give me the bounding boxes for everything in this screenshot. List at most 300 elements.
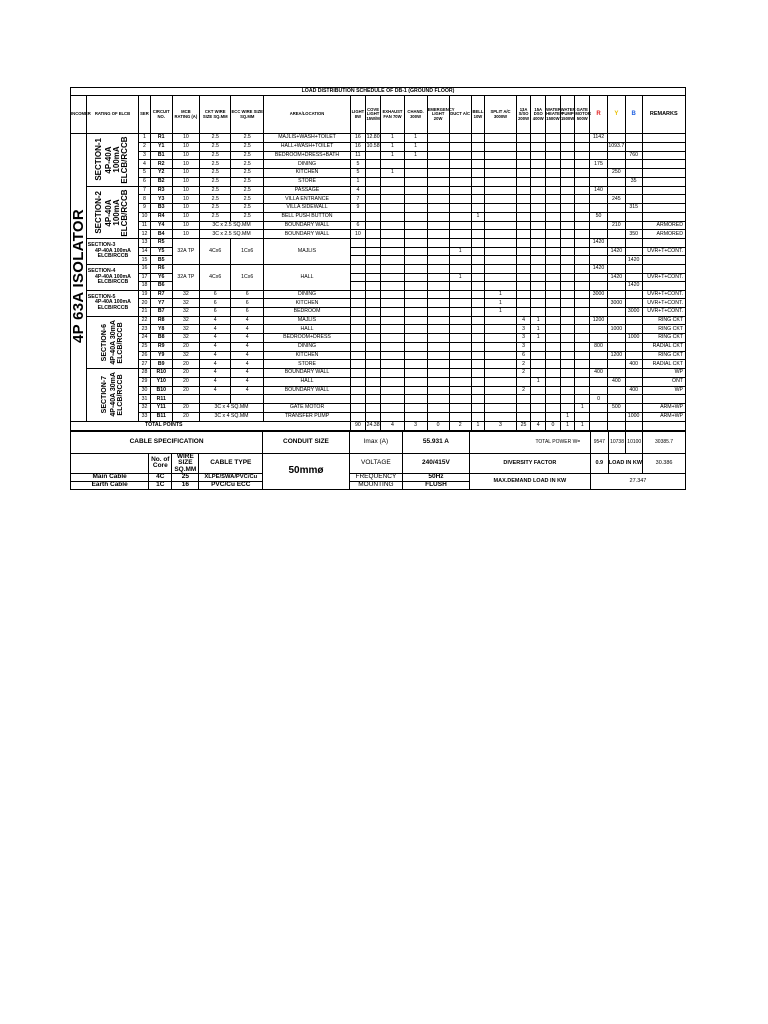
phase-r-cell [590, 221, 608, 230]
bell-cell [471, 404, 485, 413]
emergency-cell [427, 412, 449, 421]
water_pump-cell [560, 386, 575, 395]
circuit-cell: R7 [150, 290, 172, 299]
gate_motor-cell [575, 299, 590, 308]
water_heater-cell [546, 290, 561, 299]
chand-cell [404, 404, 427, 413]
emergency-cell [427, 404, 449, 413]
remarks-cell [642, 186, 685, 195]
ckt_wire-cell: 4Cx6 [200, 239, 231, 265]
ser-cell: 2 [139, 142, 151, 151]
chand-cell [404, 299, 427, 308]
ser-cell: 3 [139, 151, 151, 160]
light-cell: 4 [351, 186, 366, 195]
phase-y-cell [607, 282, 625, 291]
duct-cell [449, 404, 471, 413]
s13a-cell [516, 247, 531, 256]
exhaust-cell [381, 369, 404, 378]
s15a-cell [531, 247, 546, 256]
duct-cell [449, 177, 471, 186]
cove-cell [365, 221, 381, 230]
circuit-cell: B4 [150, 230, 172, 239]
water_pump-cell [560, 204, 575, 213]
s13a-cell [516, 307, 531, 316]
table-row [71, 290, 686, 299]
chand-cell [404, 290, 427, 299]
chand-cell [404, 186, 427, 195]
area-cell: VILLA ENTRANCE [263, 195, 350, 204]
gate_motor-cell [575, 221, 590, 230]
split-cell [485, 134, 516, 143]
circuit-cell: B10 [150, 386, 172, 395]
section-cell [86, 316, 138, 369]
emergency-cell [427, 230, 449, 239]
water_heater-cell [546, 412, 561, 421]
table-row [71, 221, 686, 230]
totals-row [71, 421, 686, 430]
header-mcb: MCB RATING (A) [172, 96, 199, 134]
table-row [71, 134, 686, 143]
phase-y-cell: 1200 [607, 351, 625, 360]
phase-b-cell [625, 142, 642, 151]
table-row [71, 351, 686, 360]
schedule-title: LOAD DISTRIBUTION SCHEDULE OF DB-1 (GROUND FLOOR) [71, 88, 686, 96]
ser-cell: 12 [139, 230, 151, 239]
header-incomer: INCOMER [71, 96, 87, 134]
s13a-cell: 3 [516, 342, 531, 351]
header-phase-b: B [625, 96, 642, 134]
bell-cell [471, 230, 485, 239]
duct-cell [449, 151, 471, 160]
exhaust-cell [381, 204, 404, 213]
exhaust-cell [381, 264, 404, 273]
light-cell [351, 386, 366, 395]
total-bell: 1 [471, 421, 485, 430]
table-row [71, 239, 686, 248]
power-y: 10738 [608, 431, 626, 453]
ckt-wire-cell: 4 [200, 377, 231, 386]
phase-b-cell [625, 186, 642, 195]
phase-y-cell [607, 160, 625, 169]
load-schedule-sheet [70, 87, 686, 490]
remarks-cell: RING CKT [642, 334, 685, 343]
duct-cell [449, 307, 471, 316]
ecc-cell: 1Cx6 [231, 239, 264, 265]
mcb-cell: 10 [172, 169, 199, 178]
phase-b-cell: 315 [625, 204, 642, 213]
water_pump-cell [560, 247, 575, 256]
emergency-cell [427, 360, 449, 369]
mcb-cell: 32 [172, 334, 199, 343]
phase-b-cell [625, 160, 642, 169]
section-rating: 4P-40A 30mA ELCB/RCCB [109, 320, 124, 365]
duct-cell [449, 264, 471, 273]
phase-r-cell [590, 351, 608, 360]
phase-y-cell: 1420 [607, 273, 625, 282]
phase-b-cell [625, 264, 642, 273]
remarks-cell [642, 395, 685, 404]
total-empty [607, 421, 625, 430]
header-ecc-wire: ECC WIRE SIZE SQ.MM [231, 96, 264, 134]
light-cell: 6 [351, 221, 366, 230]
section-name: SECTION-5 [87, 293, 116, 300]
chand-cell [404, 256, 427, 265]
area-cell: STORE [263, 177, 350, 186]
light-cell: 9 [351, 204, 366, 213]
phase-r-cell [590, 151, 608, 160]
total-points-label: TOTAL POINTS [71, 421, 351, 430]
chand-cell: 1 [404, 134, 427, 143]
header-rating: RATING OF ELCB [86, 96, 138, 134]
max-demand-value: 27.347 [590, 474, 685, 490]
bell-cell [471, 177, 485, 186]
remarks-cell [642, 239, 685, 248]
total-empty [642, 421, 685, 430]
phase-y-cell: 210 [607, 221, 625, 230]
remarks-cell [642, 169, 685, 178]
cove-cell [365, 204, 381, 213]
ser-cell: 29 [139, 377, 151, 386]
exhaust-cell [381, 160, 404, 169]
header-duct: DUCT A/C [449, 96, 471, 134]
s13a-cell [516, 142, 531, 151]
phase-b-cell: 350 [625, 230, 642, 239]
duct-cell [449, 134, 471, 143]
water_pump-cell [560, 273, 575, 282]
ecc-wire-cell: 2.5 [231, 195, 264, 204]
ckt-wire-cell: 6 [200, 290, 231, 299]
phase-b-cell: 1420 [625, 282, 642, 291]
mcb-cell: 10 [172, 151, 199, 160]
gate_motor-cell [575, 195, 590, 204]
phase-y-cell [607, 412, 625, 421]
exhaust-cell [381, 360, 404, 369]
gate_motor-cell [575, 273, 590, 282]
header-chand: CHAND. 300W [404, 96, 427, 134]
light-cell: 5 [351, 160, 366, 169]
mcb-cell: 10 [172, 186, 199, 195]
table-row [71, 264, 686, 273]
chand-cell [404, 342, 427, 351]
bell-cell [471, 342, 485, 351]
ser-cell: 9 [139, 204, 151, 213]
s13a-cell [516, 186, 531, 195]
header-gate-motor: GATE MOTOR 500W [575, 96, 590, 134]
bell-cell [471, 282, 485, 291]
ecc-wire-cell: 2.5 [231, 204, 264, 213]
phase-r-cell [590, 195, 608, 204]
emergency-cell [427, 351, 449, 360]
duct-cell [449, 334, 471, 343]
phase-r-cell [590, 230, 608, 239]
remarks-cell: ARM+WP [642, 404, 685, 413]
cove-cell [365, 195, 381, 204]
cove-cell [365, 307, 381, 316]
s15a-cell: 1 [531, 334, 546, 343]
section-rating: 4P-40A 100mA ELCB/RCCB [95, 299, 131, 311]
water_heater-cell [546, 325, 561, 334]
frequency-label: FREQUENCY [349, 474, 402, 482]
remarks-cell [642, 256, 685, 265]
remarks-cell: WP [642, 369, 685, 378]
exhaust-cell [381, 412, 404, 421]
s15a-cell [531, 151, 546, 160]
remarks-cell: ONT [642, 377, 685, 386]
s15a-cell [531, 412, 546, 421]
circuit-cell: B6 [150, 282, 172, 291]
emergency-cell [427, 256, 449, 265]
ser-cell: 22 [139, 316, 151, 325]
cove-cell [365, 369, 381, 378]
ckt-wire-cell: 2.5 [200, 151, 231, 160]
gate_motor-cell [575, 342, 590, 351]
emergency-cell [427, 369, 449, 378]
water_heater-cell [546, 342, 561, 351]
phase-y-cell [607, 204, 625, 213]
water_heater-cell [546, 151, 561, 160]
power-r: 9547 [590, 431, 608, 453]
ser-cell: 14 [139, 247, 151, 256]
phase-r-cell [590, 299, 608, 308]
area-cell: PASSAGE [263, 186, 350, 195]
area-cell: BOUNDARY WALL [263, 230, 350, 239]
chand-cell [404, 386, 427, 395]
cove-cell [365, 264, 381, 273]
exhaust-cell [381, 212, 404, 221]
table-row [71, 204, 686, 213]
phase-r-cell [590, 204, 608, 213]
water_heater-cell [546, 177, 561, 186]
section-name: SECTION-6 [100, 323, 108, 361]
water_pump-cell [560, 395, 575, 404]
total-light: 90 [351, 421, 366, 430]
area-cell: MAJLIS+WASH+TOILET [263, 134, 350, 143]
cove-cell [365, 395, 381, 404]
emergency-cell [427, 290, 449, 299]
water_heater-cell [546, 195, 561, 204]
split-cell [485, 325, 516, 334]
exhaust-cell [381, 282, 404, 291]
exhaust-cell [381, 256, 404, 265]
emergency-cell [427, 239, 449, 248]
table-row [71, 316, 686, 325]
max-demand-label: MAX.DEMAND LOAD IN KW [469, 474, 590, 490]
total-exhaust: 4 [381, 421, 404, 430]
ser-cell: 30 [139, 386, 151, 395]
ser-cell: 19 [139, 290, 151, 299]
s13a-cell [516, 273, 531, 282]
s13a-cell [516, 177, 531, 186]
ser-cell: 26 [139, 351, 151, 360]
duct-cell [449, 204, 471, 213]
phase-r-cell [590, 273, 608, 282]
gate_motor-cell [575, 377, 590, 386]
s15a-cell [531, 299, 546, 308]
area-cell: HALL [263, 377, 350, 386]
mcb-cell: 20 [172, 404, 199, 413]
bell-cell [471, 160, 485, 169]
water_heater-cell [546, 264, 561, 273]
light-cell [351, 264, 366, 273]
light-cell [351, 377, 366, 386]
phase-y-cell: 400 [607, 377, 625, 386]
chand-cell [404, 282, 427, 291]
bell-cell [471, 195, 485, 204]
chand-cell [404, 169, 427, 178]
table-row [71, 273, 686, 282]
split-cell [485, 230, 516, 239]
table-row [71, 412, 686, 421]
phase-y-cell [607, 316, 625, 325]
circuit-cell: Y3 [150, 195, 172, 204]
s15a-cell: 1 [531, 316, 546, 325]
phase-y-cell [607, 334, 625, 343]
duct-cell: 1 [449, 247, 471, 256]
gate_motor-cell [575, 325, 590, 334]
mcb-cell: 20 [172, 377, 199, 386]
phase-b-cell [625, 342, 642, 351]
phase-y-cell [607, 264, 625, 273]
table-row [71, 307, 686, 316]
cove-cell [365, 186, 381, 195]
area-cell: BOUNDARY WALL [263, 221, 350, 230]
circuit-cell: R5 [150, 239, 172, 248]
earth-cable-size: 16 [172, 482, 199, 490]
split-cell [485, 239, 516, 248]
water_heater-cell [546, 221, 561, 230]
chand-cell [404, 307, 427, 316]
total-water_heater: 0 [546, 421, 561, 430]
split-cell [485, 195, 516, 204]
split-cell [485, 386, 516, 395]
phase-b-cell [625, 221, 642, 230]
emergency-cell [427, 195, 449, 204]
header-light: LIGHT 8W [351, 96, 366, 134]
table-row [71, 360, 686, 369]
emergency-cell [427, 177, 449, 186]
ckt-wire-cell: 2.5 [200, 160, 231, 169]
phase-b-cell: 760 [625, 151, 642, 160]
ser-cell: 15 [139, 256, 151, 265]
table-row [71, 247, 686, 256]
area-cell: HALL [263, 325, 350, 334]
circuit-cell: Y1 [150, 142, 172, 151]
header-15a: 15A DSO 400W [531, 96, 546, 134]
bell-cell [471, 256, 485, 265]
phase-b-cell: 1420 [625, 256, 642, 265]
water_heater-cell [546, 282, 561, 291]
ser-cell: 17 [139, 273, 151, 282]
cove-cell [365, 316, 381, 325]
area-cell: DINING [263, 160, 350, 169]
ecc-wire-cell: 2.5 [231, 142, 264, 151]
total-emergency: 0 [427, 421, 449, 430]
gate_motor-cell [575, 334, 590, 343]
split-cell [485, 186, 516, 195]
ecc-wire-cell: 4 [231, 360, 264, 369]
table-row [71, 282, 686, 291]
phase-y-cell [607, 151, 625, 160]
light-cell [351, 342, 366, 351]
water_pump-cell [560, 369, 575, 378]
gate_motor-cell [575, 169, 590, 178]
water_pump-cell [560, 299, 575, 308]
emergency-cell [427, 282, 449, 291]
cove-cell [365, 334, 381, 343]
split-cell [485, 334, 516, 343]
ckt-wire-cell: 2.5 [200, 186, 231, 195]
s13a-cell [516, 395, 531, 404]
cove-cell [365, 404, 381, 413]
circuit-cell: B3 [150, 204, 172, 213]
remarks-cell [642, 204, 685, 213]
water_pump-cell [560, 186, 575, 195]
duct-cell [449, 239, 471, 248]
exhaust-cell: 1 [381, 142, 404, 151]
phase-r-cell [590, 169, 608, 178]
header-phase-r: R [590, 96, 608, 134]
imax-value: 55.931 A [403, 431, 470, 453]
phase-b-cell: 1000 [625, 412, 642, 421]
water_heater-cell [546, 134, 561, 143]
bell-cell [471, 142, 485, 151]
cable-spec-label: CABLE SPECIFICATION [71, 431, 263, 453]
emergency-cell [427, 395, 449, 404]
section-cell [86, 186, 138, 239]
cove-cell [365, 377, 381, 386]
exhaust-cell [381, 239, 404, 248]
section-cell [86, 134, 138, 187]
exhaust-cell: 1 [381, 169, 404, 178]
circuit-cell: R4 [150, 212, 172, 221]
table-row [71, 334, 686, 343]
section-rating: 4P-40A 100mA ELCB/RCCB [104, 188, 130, 236]
phase-y-cell [607, 360, 625, 369]
light-cell [351, 239, 366, 248]
load-kw-label: LOAD IN KW [608, 453, 642, 474]
circuit-cell: Y8 [150, 325, 172, 334]
phase-y-cell: 1000 [607, 325, 625, 334]
ser-cell: 4 [139, 160, 151, 169]
exhaust-cell [381, 186, 404, 195]
area-cell: STORE [263, 360, 350, 369]
phase-r-cell [590, 256, 608, 265]
water_pump-cell [560, 404, 575, 413]
phase-y-cell: 500 [607, 404, 625, 413]
duct-cell [449, 360, 471, 369]
phase-b-cell [625, 316, 642, 325]
ecc-wire-cell: 6 [231, 307, 264, 316]
ser-cell: 21 [139, 307, 151, 316]
table-row [71, 404, 686, 413]
exhaust-cell [381, 177, 404, 186]
ser-cell: 28 [139, 369, 151, 378]
phase-b-cell [625, 404, 642, 413]
section-cell [86, 290, 138, 316]
emergency-cell [427, 316, 449, 325]
conduit-size-label: CONDUIT SIZE [263, 431, 350, 453]
gate_motor-cell [575, 212, 590, 221]
remarks-cell [642, 282, 685, 291]
water_pump-cell [560, 151, 575, 160]
ser-cell: 7 [139, 186, 151, 195]
s15a-cell [531, 369, 546, 378]
ecc-wire-cell: 2.5 [231, 134, 264, 143]
table-row [71, 325, 686, 334]
s13a-cell [516, 290, 531, 299]
gate_motor-cell [575, 316, 590, 325]
ser-cell: 10 [139, 212, 151, 221]
